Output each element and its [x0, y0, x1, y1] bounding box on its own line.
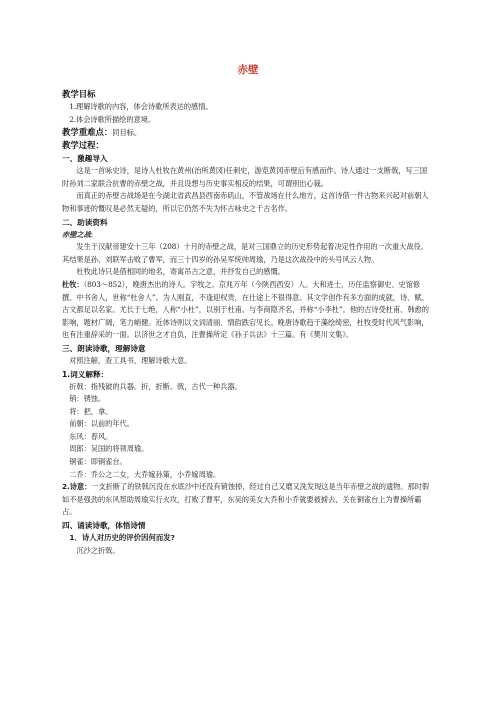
- answer-1: 沉沙之折戟。: [76, 545, 120, 555]
- poem-meaning: [62, 481, 434, 519]
- battle-paragraph-1: 发生于汉献帝建安十三年（208）十月的赤壁之战，是对三国鼎立的历史形势起着决定性作用的一次重大战役。其结果是孙、刘联军击败了曹军，而三十四岁的孙吴军统帅周瑜，乃是这次战役中的头号风云人物。: [62, 242, 428, 264]
- process-heading: 教学过程：: [62, 140, 104, 151]
- goal-item-1: 1.理解诗歌的内容，体会诗歌所表达的感情。: [69, 102, 213, 111]
- vocab-item: 二乔：乔公之二女，大乔嫁孙策，小乔嫁周瑜。: [69, 469, 221, 479]
- focus-value: 同目标。: [112, 128, 142, 138]
- dumu-label: 杜牧：: [62, 279, 84, 289]
- goals-heading: 教学目标: [62, 89, 96, 99]
- vocab-item: 东风：春风。: [69, 431, 113, 441]
- section-2-heading: 二、助读资料: [62, 217, 108, 227]
- battle-paragraph-2: 杜牧此诗只是借相同的地名，寄寓吊古之意，并抒发自己的感慨。: [76, 267, 285, 277]
- vocab-item: 铜雀：即铜雀台。: [69, 457, 127, 467]
- vocab-item: 折戟：指残破的兵器。折，折断。戟，古代一种兵器。: [69, 381, 242, 391]
- goal-item-2: 2.体会诗歌所描绘的意境。: [69, 114, 156, 124]
- question-1: 1．诗人对历史的评价因何而发?: [69, 533, 175, 543]
- page-title: 赤壁: [237, 64, 259, 76]
- vocab-item: 销：锈蚀。: [69, 394, 106, 404]
- document-page: [62, 62, 434, 557]
- vocab-item: 前朝：以前的年代。: [69, 419, 134, 429]
- battle-colon: :: [90, 229, 94, 239]
- vocab-item: 将：把，拿。: [69, 406, 113, 416]
- focus-label: 教学重难点：: [62, 127, 113, 138]
- battle-label-line: [62, 229, 434, 242]
- vocab-heading: 1.词义解释：: [62, 369, 109, 379]
- section-1-heading: 一、激趣导入: [62, 154, 108, 164]
- battle-label: 赤壁之战: [62, 229, 91, 239]
- section-4-heading: 四、诵读诗歌，体悟诗情: [62, 521, 146, 531]
- poem-meaning-label: 2.诗意：: [62, 482, 92, 492]
- poem-meaning-text: 一支折断了的铁戟沉没在水底沙中还没有销蚀掉，经过自己又磨又洗发现这是当年赤壁之战的遗物。那时假如不是强劲的东风帮助周瑜实行火攻，打败了曹军，东吴的美女大乔和小乔就要被掳去，关在铜雀台上为曹操所霸占。: [62, 482, 430, 517]
- section-3-intro: 对照注解，查工具书，理解诗歌大意。: [69, 355, 192, 365]
- focus-line: [62, 126, 434, 139]
- section-1-paragraph-1: 这是一首咏史诗，是诗人杜牧在黄州(治所黄冈)任刺史，游览黄冈赤壁后有感而作。诗人通过一支断戟，写三国时孙刘二家联合抗曹的赤壁之战，并且设想与历史事实相反的结果，可谓别出心裁。: [62, 166, 428, 188]
- dumu-text: （803～852），晚唐杰出的诗人。字牧之。京兆万年（今陕西西安）人。大和进士，历任监察御史、史馆修撰、中书舍人，世称“杜舍人”。为人刚直，不逢迎权贵，在仕途上不很得意。其文学创作有多方面的成就，诗、赋、古文都足以名家。尤长于七绝，人称“小杜”，以别于杜甫。与李商隐齐名，并称“小李杜”。他的古诗受杜甫、韩愈的影响，题材广阔，笔力峭健。近体诗则以文词清丽、情韵跌宕见长。晚唐诗歌趋于藻绘绮密，杜牧受时代风气影响，也有注重辞采的一面。以济世之才自负，注曹操所定《孙子兵法》十三篇。有《樊川文集》。: [62, 279, 429, 340]
- vocab-item: 周郎：吴国的将领周瑜。: [69, 444, 149, 454]
- section-3-heading: 三、朗读诗歌，理解诗意: [62, 343, 146, 353]
- dumu-paragraph: [62, 279, 434, 342]
- section-1-paragraph-2: 而真正的赤壁古战场是在今湖北省武昌县西南赤矶山，不管战场在什么地方，这首诗借一件古物来兴起对前朝人物和事迹的慨叹是必然无疑的，所以它仍然不失为怀古咏史之千古名作。: [62, 191, 429, 213]
